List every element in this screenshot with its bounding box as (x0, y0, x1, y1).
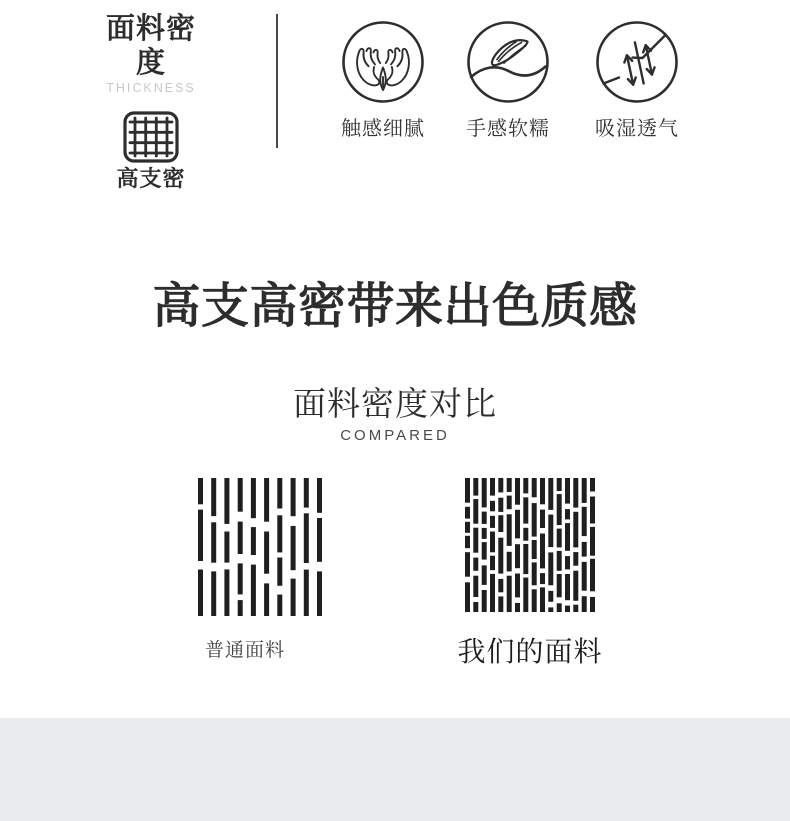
fabric-grid-icon (123, 111, 179, 163)
breathability-arrows-icon (595, 20, 679, 104)
density-swatch-ours (465, 478, 595, 612)
footer-spacer (0, 718, 790, 821)
feature-item-feel (443, 20, 573, 141)
density-swatch-ordinary (198, 478, 322, 616)
vertical-divider (276, 14, 278, 148)
hand-stroke-fabric-icon (466, 20, 550, 104)
compare-subtitle-en: COMPARED (340, 427, 450, 444)
feature-item-touch (318, 20, 448, 141)
density-badge-label: 高支密 (116, 166, 186, 191)
feature-label: 手感软糯 (466, 118, 550, 140)
compare-title: 面料密度对比 (293, 385, 497, 422)
feature-label: 触感细腻 (341, 118, 425, 140)
swatch-label-ordinary: 普通面料 (204, 640, 285, 661)
feature-label: 吸湿透气 (595, 118, 679, 140)
density-intro-block (92, 12, 210, 191)
section-subtitle-en: THICKNESS (106, 81, 196, 95)
section-title: 面料密度 (105, 13, 196, 79)
swatch-label-ours: 我们的面料 (457, 636, 603, 667)
feature-item-breathe (572, 20, 702, 141)
cupped-hands-icon (341, 20, 425, 104)
headline: 高支高密带来出色质感 (152, 280, 638, 333)
